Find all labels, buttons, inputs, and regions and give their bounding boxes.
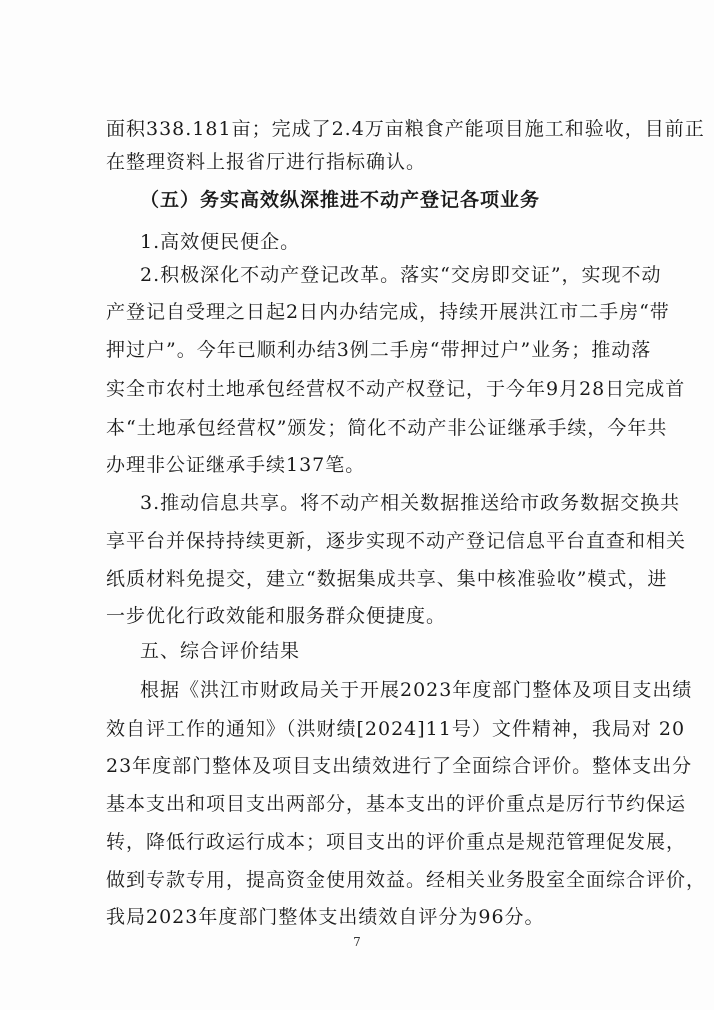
text-line: 根据《洪江市财政局关于开展2023年度部门整体及项目支出绩	[140, 679, 693, 701]
section-heading: 五、综合评价结果	[140, 640, 301, 662]
text-line: 我局2023年度部门整体支出绩效自评分为96分。	[106, 906, 545, 928]
text-line: 实全市农村土地承包经营权不动产权登记，于今年9月28日完成首	[106, 378, 686, 400]
text-line: 押过户”。今年已顺利办结3例二手房“带押过户”业务；推动落	[106, 339, 652, 361]
page-number: 7	[353, 935, 361, 949]
text-line: 做到专款专用，提高资金使用效益。经相关业务股室全面综合评价，	[106, 869, 707, 891]
text-line: 2.积极深化不动产登记改革。落实“交房即交证”，实现不动	[140, 264, 662, 286]
section-heading: （五）务实高效纵深推进不动产登记各项业务	[140, 189, 541, 211]
text-line: 23年度部门整体及项目支出绩效进行了全面综合评价。整体支出分	[106, 755, 693, 777]
text-line: 在整理资料上报省厅进行指标确认。	[106, 151, 427, 173]
text-line: 办理非公证继承手续137笔。	[106, 454, 366, 476]
text-line: 3.推动信息共享。将不动产相关数据推送给市政务数据交换共	[140, 492, 681, 514]
text-line: 面积338.181亩；完成了2.4万亩粮食产能项目施工和验收，目前正	[106, 118, 705, 140]
text-line: 一步优化行政效能和服务群众便捷度。	[106, 605, 447, 627]
text-line: 基本支出和项目支出两部分，基本支出的评价重点是厉行节约保运	[106, 793, 687, 815]
text-line: 转，降低行政运行成本；项目支出的评价重点是规范管理促发展，	[106, 831, 687, 853]
text-line: 产登记自受理之日起2日内办结完成，持续开展洪江市二手房“带	[106, 301, 670, 323]
text-line: 效自评工作的通知》（洪财绩[2024]11号）文件精神，我局对 20	[106, 718, 686, 740]
text-line: 纸质材料免提交，建立“数据集成共享、集中核准验收”模式，进	[106, 568, 668, 590]
text-line: 本“土地承包经营权”颁发；简化不动产非公证继承手续，今年共	[106, 417, 668, 439]
text-line: 享平台并保持持续更新，逐步实现不动产登记信息平台直查和相关	[106, 530, 687, 552]
text-line: 1.高效便民便企。	[140, 231, 301, 253]
